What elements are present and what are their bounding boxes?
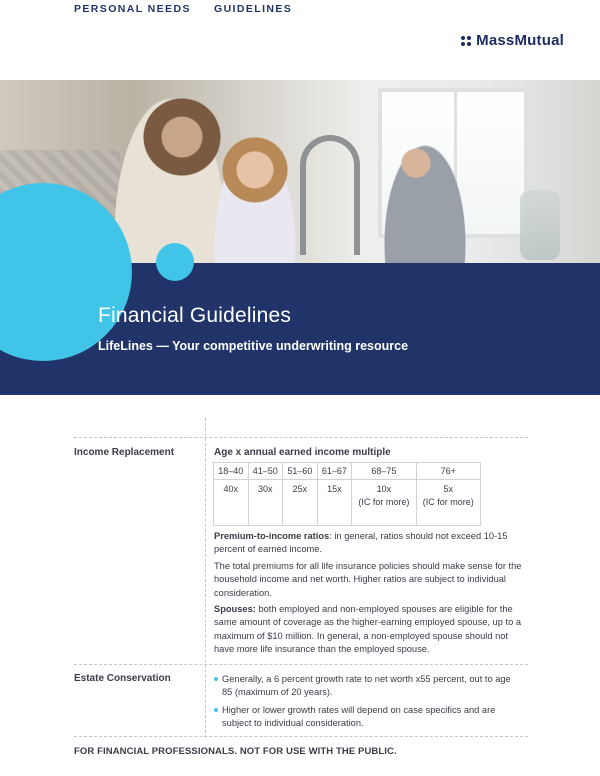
table-header-row (74, 420, 528, 438)
bullet-icon (214, 677, 218, 681)
spouses-heading: Spouses: (214, 604, 256, 614)
faucet-shape (300, 135, 360, 255)
age-cell: 51–60 (283, 463, 318, 480)
logo-dots-icon (455, 36, 471, 46)
bullet-text: Higher or lower growth rates will depend on case specifics and are subject to individual consideration. (222, 705, 496, 729)
multiple-cell (416, 480, 480, 526)
multiple-value: 5x (443, 484, 454, 494)
premium-ratio-paragraph (214, 530, 524, 557)
multiple-note: (IC for more) (422, 497, 474, 507)
multiple-cell (214, 480, 249, 526)
row-label-estate-conservation: Estate Conservation (74, 673, 171, 684)
header-guidelines: GUIDELINES (214, 3, 293, 15)
bullet-icon (214, 708, 218, 712)
multiple-row (214, 480, 481, 526)
premium-ratio-text: : in general, ratios should not exceed 10-15 percent of earned income. (214, 531, 508, 555)
father-figure (380, 135, 470, 263)
multiple-cell (317, 480, 352, 526)
logo-text: MassMutual (476, 32, 564, 49)
age-cell: 68–75 (352, 463, 416, 480)
child-figure (210, 130, 300, 263)
footer-divider (74, 736, 528, 737)
spouses-text: both employed and non-employed spouses are eligible for the same amount of coverage as the higher-earning employed spouse, up to a maximum of $10 million. In general, a non-employed spouse should not have more life insurance than the employed spouse. (214, 604, 521, 655)
multiple-value: 30x (258, 484, 273, 494)
multiple-cell (248, 480, 283, 526)
multiple-value: 10x (376, 484, 392, 494)
multiple-cell (352, 480, 416, 526)
page-title: Financial Guidelines (98, 304, 292, 327)
premium-ratio-heading: Premium-to-income ratios (214, 531, 330, 541)
multiple-value: 40x (223, 484, 239, 494)
list-item (214, 704, 514, 731)
age-cell: 61–67 (317, 463, 352, 480)
age-cell: 18–40 (214, 463, 249, 480)
multiple-cell (283, 480, 318, 526)
age-row (214, 463, 481, 480)
age-cell: 41–50 (248, 463, 283, 480)
bullet-text: Generally, a 6 percent growth rate to net worth x55 percent, out to age 85 (maximum of 20 years). (222, 674, 511, 698)
disclaimer-footer: FOR FINANCIAL PROFESSIONALS. NOT FOR USE WITH THE PUBLIC. (74, 746, 397, 757)
vase-shape (520, 190, 560, 260)
multiple-value: 15x (327, 484, 342, 494)
column-divider (205, 418, 206, 738)
income-multiple-table (213, 462, 481, 526)
row-label-income-replacement: Income Replacement (74, 447, 175, 458)
massmutual-logo (455, 32, 564, 49)
row-divider (74, 664, 528, 665)
multiple-note: (IC for more) (358, 497, 410, 507)
list-item (214, 673, 514, 700)
accent-circle-small (156, 243, 194, 281)
spouses-paragraph (214, 603, 524, 657)
total-premiums-paragraph: The total premiums for all life insurance policies should make sense for the household income and net worth. Higher ratios are subject to individual consideration. (214, 561, 522, 598)
page-subtitle: LifeLines — Your competitive underwriting resource (98, 339, 409, 353)
income-multiple-lead: Age x annual earned income multiple (214, 447, 391, 458)
header-personal-needs: PERSONAL NEEDS (74, 3, 191, 15)
age-cell: 76+ (416, 463, 480, 480)
multiple-value: 25x (292, 484, 308, 494)
